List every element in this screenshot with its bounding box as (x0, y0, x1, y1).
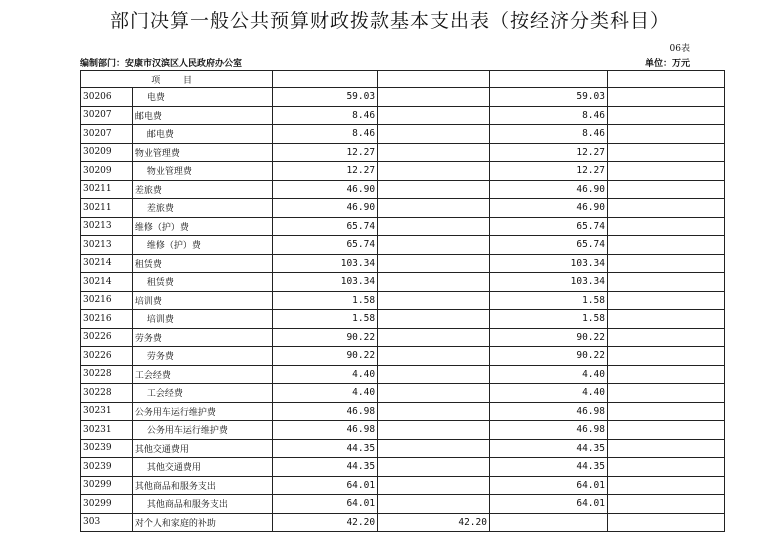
row-code: 30228 (81, 384, 133, 403)
row-name: 劳务费 (132, 347, 272, 366)
row-public: 1.58 (489, 310, 607, 329)
row-name: 物业管理费 (132, 162, 272, 181)
expenditure-table (80, 70, 725, 532)
row-name: 租赁费 (132, 273, 272, 292)
row-total: 44.35 (273, 439, 378, 458)
row-public: 4.40 (489, 384, 607, 403)
row-empty (607, 458, 724, 477)
row-public: 64.01 (489, 495, 607, 514)
row-name: 差旅费 (132, 199, 272, 218)
page-title: 部门决算一般公共预算财政拨款基本支出表（按经济分类科目） (109, 10, 670, 32)
row-total: 103.34 (273, 254, 378, 273)
row-personnel (378, 328, 490, 347)
row-public: 12.27 (489, 162, 607, 181)
table-row (81, 310, 725, 329)
row-name: 劳务费 (132, 328, 272, 347)
table-row (81, 180, 725, 199)
row-name: 租赁费 (132, 254, 272, 273)
row-empty (607, 88, 724, 107)
row-code: 30211 (81, 180, 133, 199)
row-personnel (378, 199, 490, 218)
row-personnel (378, 421, 490, 440)
row-personnel (378, 347, 490, 366)
row-personnel (378, 476, 490, 495)
row-personnel (378, 458, 490, 477)
row-empty (607, 291, 724, 310)
row-total: 12.27 (273, 143, 378, 162)
row-empty (607, 421, 724, 440)
row-total: 46.98 (273, 421, 378, 440)
row-personnel (378, 402, 490, 421)
row-code: 30228 (81, 365, 133, 384)
row-total: 59.03 (273, 88, 378, 107)
table-row (81, 162, 725, 181)
row-public: 65.74 (489, 217, 607, 236)
row-code: 30226 (81, 328, 133, 347)
row-public: 46.90 (489, 199, 607, 218)
row-personnel (378, 162, 490, 181)
row-code: 30209 (81, 162, 133, 181)
row-name: 其他交通费用 (132, 458, 272, 477)
row-total: 46.98 (273, 402, 378, 421)
row-empty (607, 236, 724, 255)
row-personnel (378, 495, 490, 514)
table-row (81, 495, 725, 514)
row-empty (607, 199, 724, 218)
row-personnel (378, 291, 490, 310)
row-public: 46.98 (489, 402, 607, 421)
row-code: 30213 (81, 217, 133, 236)
row-total: 65.74 (273, 236, 378, 255)
department-label: 编制部门：安康市汉滨区人民政府办公室 (80, 59, 243, 69)
row-total: 103.34 (273, 273, 378, 292)
row-total: 12.27 (273, 162, 378, 181)
row-empty (607, 162, 724, 181)
table-row (81, 217, 725, 236)
row-personnel (378, 88, 490, 107)
row-code: 30226 (81, 347, 133, 366)
row-total: 46.90 (273, 199, 378, 218)
row-code: 30207 (81, 106, 133, 125)
row-code: 30231 (81, 402, 133, 421)
table-row (81, 328, 725, 347)
row-empty (607, 254, 724, 273)
form-number: 06表 (669, 44, 690, 54)
table-row (81, 458, 725, 477)
table-row (81, 125, 725, 144)
table-header-row (81, 71, 725, 88)
row-total: 64.01 (273, 495, 378, 514)
table-row (81, 347, 725, 366)
row-code: 30214 (81, 273, 133, 292)
unit-label: 单位：万元 (644, 59, 690, 69)
row-personnel (378, 384, 490, 403)
row-personnel (378, 365, 490, 384)
table-row (81, 402, 725, 421)
table-row (81, 439, 725, 458)
table-row (81, 365, 725, 384)
row-empty (607, 347, 724, 366)
row-public: 90.22 (489, 328, 607, 347)
row-public: 4.40 (489, 365, 607, 384)
table-row (81, 88, 725, 107)
row-public: 1.58 (489, 291, 607, 310)
row-code: 30299 (81, 476, 133, 495)
row-public: 46.90 (489, 180, 607, 199)
table-row (81, 384, 725, 403)
table-row (81, 291, 725, 310)
table-row (81, 421, 725, 440)
row-total: 42.20 (273, 513, 378, 532)
row-personnel (378, 180, 490, 199)
row-code: 30239 (81, 458, 133, 477)
row-name: 工会经费 (132, 365, 272, 384)
row-personnel (378, 273, 490, 292)
row-name: 公务用车运行维护费 (132, 402, 272, 421)
table-row (81, 513, 725, 532)
row-empty (607, 402, 724, 421)
table-row (81, 199, 725, 218)
row-personnel (378, 125, 490, 144)
row-code: 30213 (81, 236, 133, 255)
row-empty (607, 217, 724, 236)
table-row (81, 273, 725, 292)
row-public (489, 513, 607, 532)
row-name: 维修（护）费 (132, 236, 272, 255)
row-empty (607, 180, 724, 199)
row-name: 邮电费 (132, 125, 272, 144)
row-code: 30216 (81, 310, 133, 329)
row-public: 44.35 (489, 458, 607, 477)
table-row (81, 254, 725, 273)
row-name: 维修（护）费 (132, 217, 272, 236)
row-code: 30209 (81, 143, 133, 162)
row-name: 工会经费 (132, 384, 272, 403)
row-public: 44.35 (489, 439, 607, 458)
table-row (81, 236, 725, 255)
row-empty (607, 476, 724, 495)
row-name: 邮电费 (132, 106, 272, 125)
row-code: 303 (81, 513, 133, 532)
row-personnel (378, 217, 490, 236)
row-code: 30214 (81, 254, 133, 273)
row-total: 90.22 (273, 328, 378, 347)
row-empty (607, 513, 724, 532)
row-total: 90.22 (273, 347, 378, 366)
row-personnel (378, 143, 490, 162)
row-public: 90.22 (489, 347, 607, 366)
row-empty (607, 439, 724, 458)
row-personnel (378, 236, 490, 255)
row-total: 46.90 (273, 180, 378, 199)
row-public: 59.03 (489, 88, 607, 107)
row-code: 30299 (81, 495, 133, 514)
header-item-cell: 项 目 (81, 71, 273, 88)
row-empty (607, 125, 724, 144)
row-personnel: 42.20 (378, 513, 490, 532)
row-total: 64.01 (273, 476, 378, 495)
row-empty (607, 273, 724, 292)
row-code: 30216 (81, 291, 133, 310)
row-total: 1.58 (273, 291, 378, 310)
header-cell (378, 71, 490, 88)
row-total: 4.40 (273, 365, 378, 384)
row-code: 30231 (81, 421, 133, 440)
row-empty (607, 106, 724, 125)
row-public: 46.98 (489, 421, 607, 440)
row-public: 103.34 (489, 254, 607, 273)
row-total: 8.46 (273, 125, 378, 144)
row-name: 其他商品和服务支出 (132, 476, 272, 495)
table-row (81, 106, 725, 125)
row-personnel (378, 106, 490, 125)
row-code: 30211 (81, 199, 133, 218)
row-name: 物业管理费 (132, 143, 272, 162)
header-cell (489, 71, 607, 88)
row-empty (607, 384, 724, 403)
row-empty (607, 328, 724, 347)
row-empty (607, 310, 724, 329)
row-code: 30239 (81, 439, 133, 458)
row-name: 培训费 (132, 291, 272, 310)
header-cell (607, 71, 724, 88)
table-row (81, 476, 725, 495)
row-name: 培训费 (132, 310, 272, 329)
row-empty (607, 143, 724, 162)
table-row (81, 143, 725, 162)
row-total: 4.40 (273, 384, 378, 403)
row-empty (607, 495, 724, 514)
row-public: 8.46 (489, 106, 607, 125)
row-name: 公务用车运行维护费 (132, 421, 272, 440)
row-total: 8.46 (273, 106, 378, 125)
header-cell (273, 71, 378, 88)
row-total: 65.74 (273, 217, 378, 236)
row-name: 其他商品和服务支出 (132, 495, 272, 514)
row-total: 44.35 (273, 458, 378, 477)
row-public: 103.34 (489, 273, 607, 292)
row-public: 64.01 (489, 476, 607, 495)
row-name: 其他交通费用 (132, 439, 272, 458)
row-personnel (378, 439, 490, 458)
row-code: 30206 (81, 88, 133, 107)
row-public: 12.27 (489, 143, 607, 162)
row-name: 对个人和家庭的补助 (132, 513, 272, 532)
row-public: 65.74 (489, 236, 607, 255)
row-code: 30207 (81, 125, 133, 144)
row-name: 电费 (132, 88, 272, 107)
row-personnel (378, 254, 490, 273)
row-public: 8.46 (489, 125, 607, 144)
row-empty (607, 365, 724, 384)
row-personnel (378, 310, 490, 329)
row-name: 差旅费 (132, 180, 272, 199)
row-total: 1.58 (273, 310, 378, 329)
